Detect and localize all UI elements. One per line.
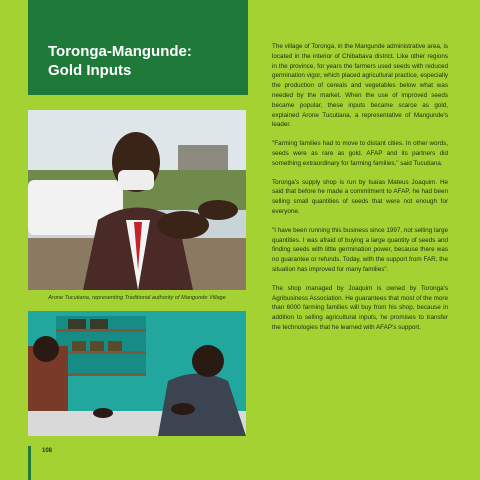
page-number: 108	[42, 448, 53, 454]
paragraph: The shop managed by Joaquim is owned by Toronga's Agribusiness Association. He guarantees that most of the more than 6000 farming families will buy from his shop, because in addition to selling agricultural inputs, he promises to transfer the technologies that he learned with AFAP's support.	[272, 284, 448, 331]
paragraph: "I have been running this business since 1997, not selling large quantities. I was afraid of buying a large quantity of seeds and finding seeds with little germination power, because there was no guarantee or refunds. Today, with the support from FAR, the situation has improved for many families".	[272, 226, 448, 273]
photo-shop	[28, 311, 246, 436]
photo-tucutiana	[28, 110, 246, 290]
title-line-1: Toronga-Mangunde:	[48, 43, 192, 60]
paragraph: The village of Toronga, in the Mangunde administrative area, is located in the interior of Chibabava district. Like other regions in the province, for years the farmers used seeds with reduced germination vigor, which placed agricultural practice, especially the production of cereals and vegetables below what was needed by the market. When the use of improved seeds became popular, these inputs became scarce as gold, explained Arone Tucutiana, a representative of Mangunde's leader.	[272, 43, 448, 129]
title-line-2: Gold Inputs	[48, 62, 132, 79]
page-title	[48, 42, 192, 80]
paragraph: "Farming families had to move to distant cities. In other words, seeds were as rare as gold. AFAP and its partners did something extraordinary for farming families," said Tucutiana.	[272, 140, 448, 167]
page-accent-bar	[28, 446, 31, 480]
paragraph: Toronga's supply shop is run by Isaías Mateus Joaquim. He said that before he made a commitment to AFAP, he had been selling small quantities of seeds that were not enough for everyone.	[272, 178, 448, 215]
photo-caption: Arone Tucutiana, representing Traditional authority of Mangunde Village	[48, 295, 226, 301]
title-banner	[28, 0, 248, 95]
article-body	[272, 42, 448, 342]
